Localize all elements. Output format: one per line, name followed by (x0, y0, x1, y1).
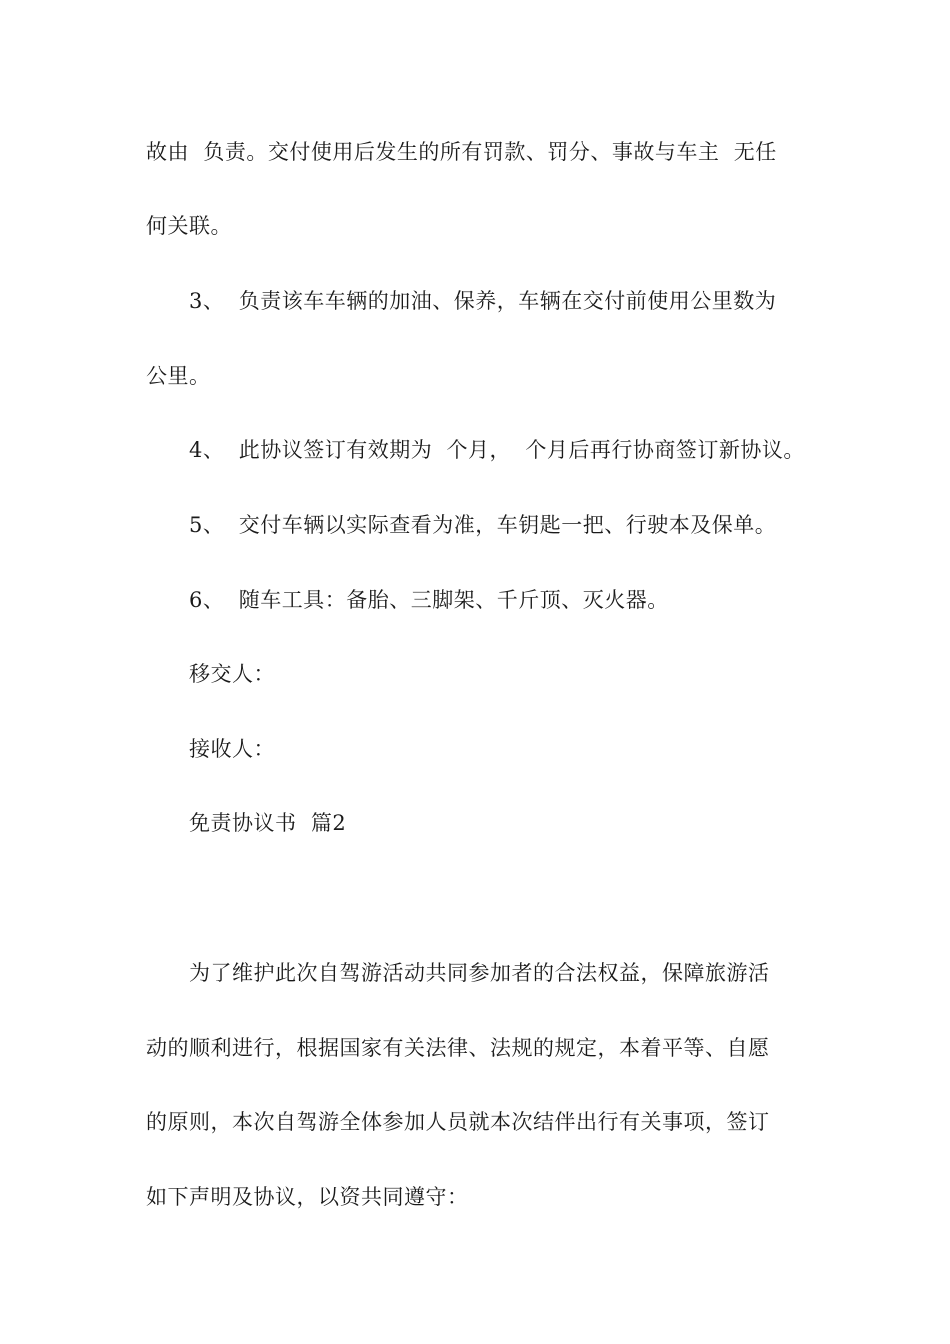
paragraph-line: 动的顺利进行，根据国家有关法律、法规的规定，本着平等、自愿 (146, 1036, 770, 1060)
paragraph-line: 何关联。 (146, 214, 232, 238)
transferor-label: 移交人： (189, 662, 275, 686)
paragraph-line: 如下声明及协议，以资共同遵守： (146, 1185, 469, 1209)
list-item-3: 3、 负责该车车辆的加油、保养，车辆在交付前使用公里数为 (189, 289, 777, 313)
receiver-label: 接收人： (189, 737, 275, 761)
list-item-6: 6、 随车工具：备胎、三脚架、千斤顶、灭火器。 (189, 588, 669, 612)
list-item-4: 4、 此协议签订有效期为 个月， 个月后再行协商签订新协议。 (189, 438, 805, 462)
paragraph-line: 为了维护此次自驾游活动共同参加者的合法权益，保障旅游活 (189, 961, 770, 985)
paragraph-line: 公里。 (146, 364, 211, 388)
paragraph-line: 故由 负责。交付使用后发生的所有罚款、罚分、事故与车主 无任 (146, 140, 777, 164)
paragraph-line: 的原则，本次自驾游全体参加人员就本次结伴出行有关事项，签订 (146, 1110, 770, 1134)
section-heading: 免责协议书 篇2 (189, 811, 347, 835)
list-item-5: 5、 交付车辆以实际查看为准，车钥匙一把、行驶本及保单。 (189, 513, 777, 537)
